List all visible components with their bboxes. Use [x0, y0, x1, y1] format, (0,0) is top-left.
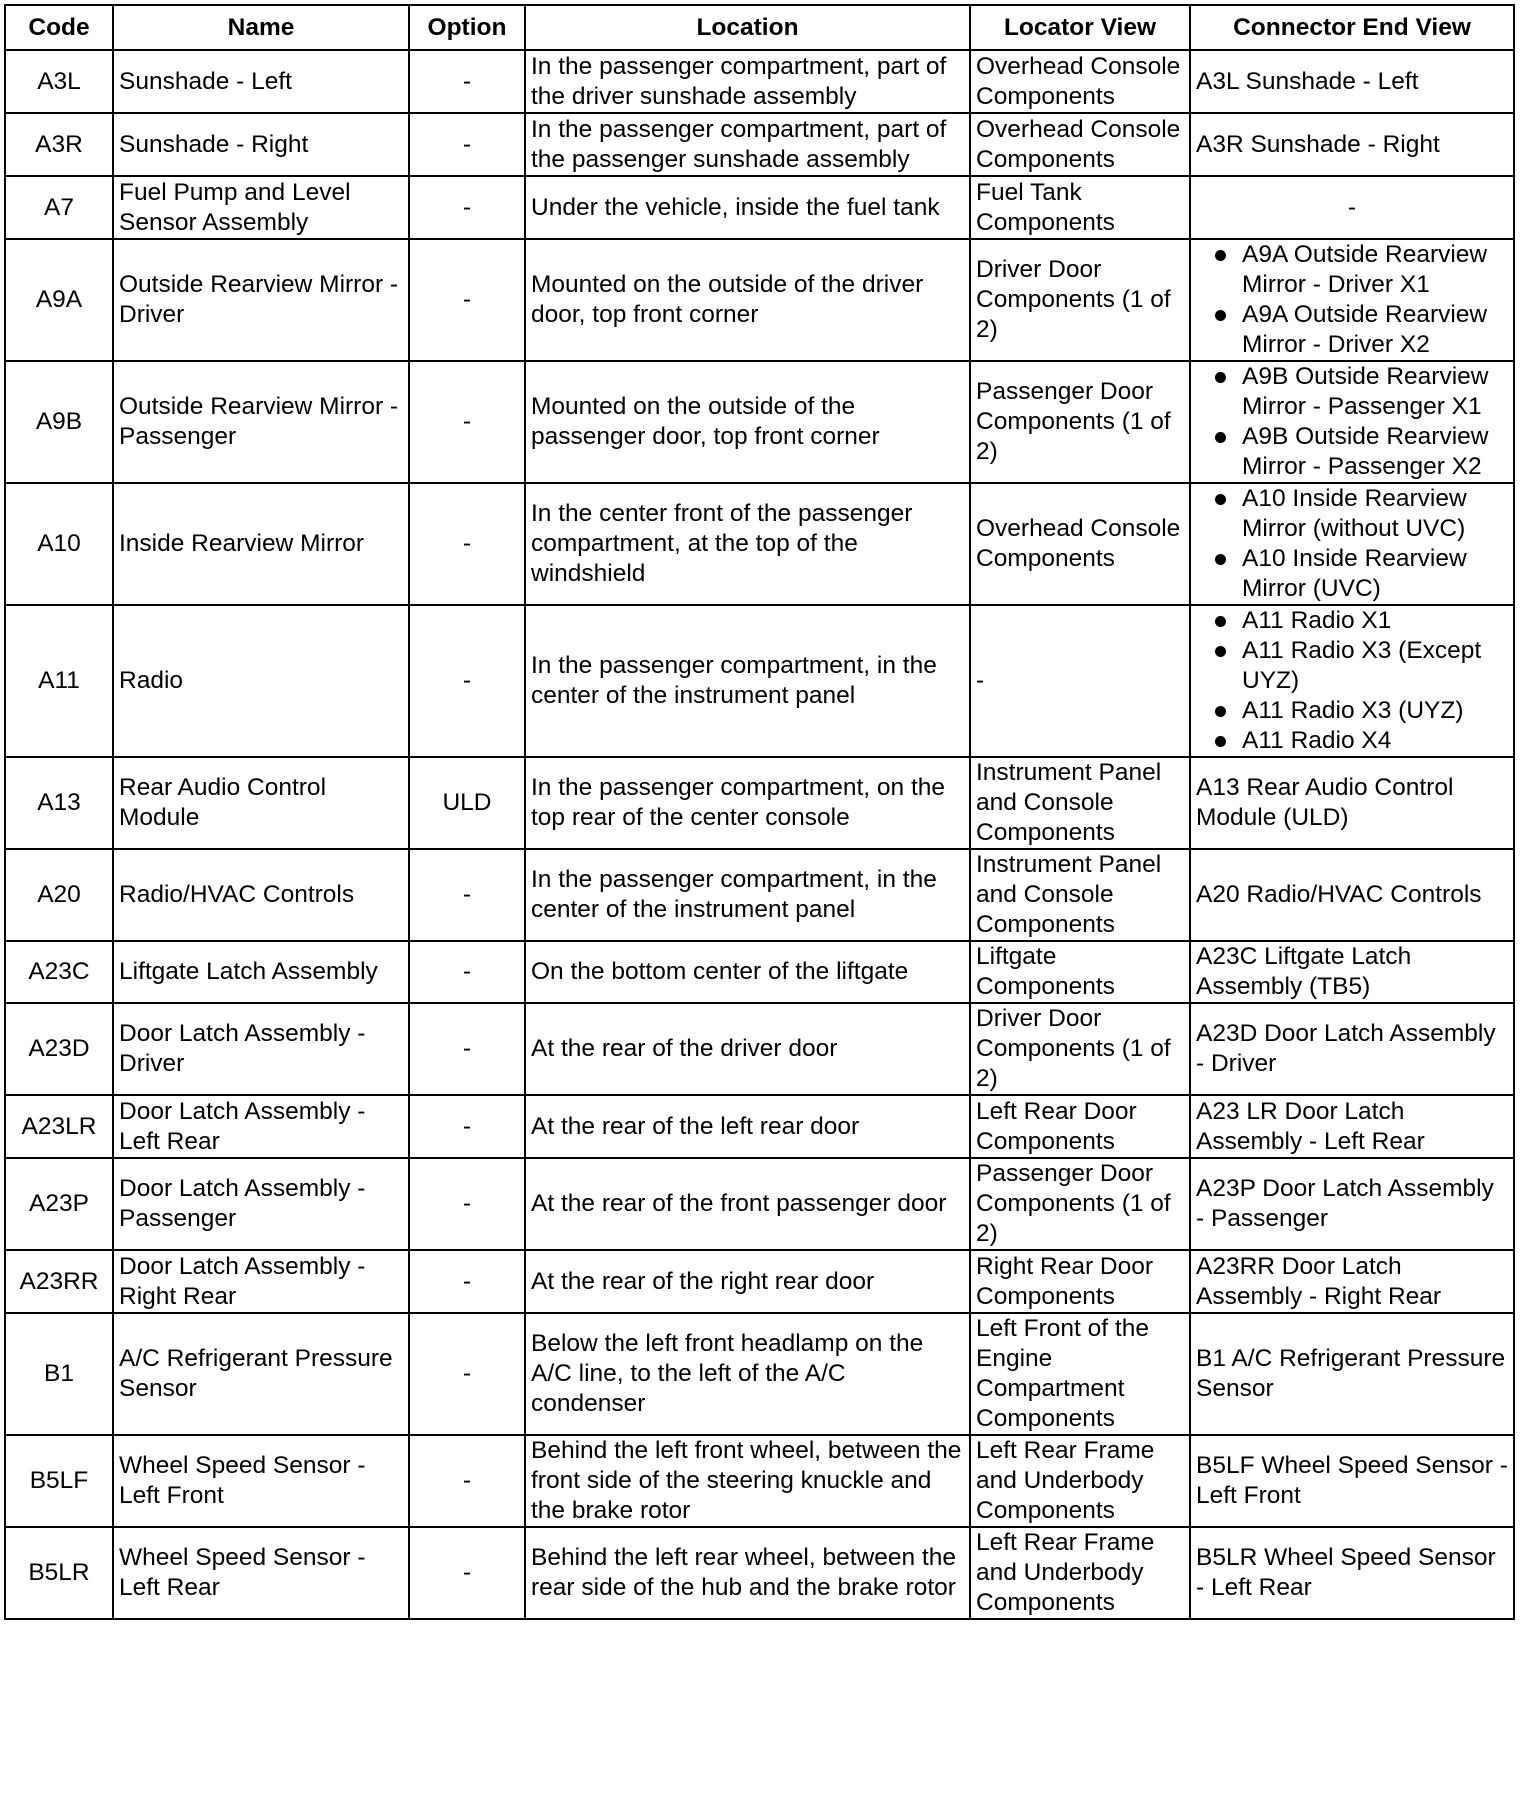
table-row — [5, 1527, 1514, 1619]
table-row — [5, 849, 1514, 941]
connector-label: A11 Radio X4 — [1242, 727, 1392, 754]
connector-end-view-cell: A23RR Door Latch Assembly - Right Rear — [1190, 1250, 1514, 1313]
bullet-icon — [1215, 736, 1226, 747]
bullet-icon — [1215, 706, 1226, 717]
connector-list-item — [1196, 422, 1508, 482]
location-cell: In the passenger compartment, part of the passenger sunshade assembly — [525, 113, 970, 176]
connector-list-item — [1196, 484, 1508, 544]
connector-end-view-cell: A23P Door Latch Assembly - Passenger — [1190, 1158, 1514, 1250]
header-locator-view: Locator View — [970, 5, 1190, 50]
code-cell: B1 — [5, 1313, 113, 1435]
location-cell: Mounted on the outside of the passenger door, top front corner — [525, 361, 970, 483]
bullet-icon — [1215, 310, 1226, 321]
code-cell: A23RR — [5, 1250, 113, 1313]
table-row — [5, 1435, 1514, 1527]
table-body — [5, 50, 1514, 1619]
option-cell: - — [409, 1158, 525, 1250]
connector-list-item — [1196, 636, 1508, 696]
connector-label: A11 Radio X3 (Except UYZ) — [1242, 637, 1482, 694]
connector-list-item — [1196, 606, 1508, 636]
connector-label: A9A Outside Rearview Mirror - Driver X2 — [1242, 301, 1488, 358]
connector-end-view-cell: B5LF Wheel Speed Sensor - Left Front — [1190, 1435, 1514, 1527]
header-code: Code — [5, 5, 113, 50]
name-cell: Inside Rearview Mirror — [113, 483, 409, 605]
option-cell: - — [409, 1250, 525, 1313]
name-cell: A/C Refrigerant Pressure Sensor — [113, 1313, 409, 1435]
name-cell: Door Latch Assembly - Passenger — [113, 1158, 409, 1250]
connector-end-view-cell: A23 LR Door Latch Assembly - Left Rear — [1190, 1095, 1514, 1158]
connector-label: A9B Outside Rearview Mirror - Passenger X1 — [1242, 363, 1489, 420]
connector-label: A11 Radio X3 (UYZ) — [1242, 697, 1464, 724]
location-cell: At the rear of the front passenger door — [525, 1158, 970, 1250]
option-cell: - — [409, 50, 525, 113]
location-cell: In the center front of the passenger compartment, at the top of the windshield — [525, 483, 970, 605]
connector-list-item — [1196, 300, 1508, 360]
bullet-icon — [1215, 554, 1226, 565]
code-cell: A13 — [5, 757, 113, 849]
table-row — [5, 361, 1514, 483]
option-cell: - — [409, 361, 525, 483]
code-cell: B5LR — [5, 1527, 113, 1619]
connector-end-view-cell: A23C Liftgate Latch Assembly (TB5) — [1190, 941, 1514, 1003]
location-cell: In the passenger compartment, on the top rear of the center console — [525, 757, 970, 849]
code-cell: A23LR — [5, 1095, 113, 1158]
connector-end-view-cell — [1190, 605, 1514, 757]
bullet-icon — [1215, 494, 1226, 505]
name-cell: Outside Rearview Mirror - Passenger — [113, 361, 409, 483]
locator-view-cell: Overhead Console Components — [970, 113, 1190, 176]
location-cell: In the passenger compartment, in the center of the instrument panel — [525, 605, 970, 757]
header-option: Option — [409, 5, 525, 50]
table-row — [5, 1003, 1514, 1095]
connector-list-item — [1196, 544, 1508, 604]
connector-list — [1196, 362, 1508, 482]
table-row — [5, 605, 1514, 757]
location-cell: Under the vehicle, inside the fuel tank — [525, 176, 970, 239]
connector-end-view-cell — [1190, 239, 1514, 361]
connector-list — [1196, 606, 1508, 756]
code-cell: B5LF — [5, 1435, 113, 1527]
header-row — [5, 5, 1514, 50]
bullet-icon — [1215, 250, 1226, 261]
code-cell: A10 — [5, 483, 113, 605]
component-locator-table — [4, 4, 1515, 1620]
name-cell: Liftgate Latch Assembly — [113, 941, 409, 1003]
code-cell: A9A — [5, 239, 113, 361]
connector-list — [1196, 240, 1508, 360]
connector-label: A9B Outside Rearview Mirror - Passenger X2 — [1242, 423, 1489, 480]
table-row — [5, 1158, 1514, 1250]
header-name: Name — [113, 5, 409, 50]
location-cell: Mounted on the outside of the driver door, top front corner — [525, 239, 970, 361]
bullet-icon — [1215, 372, 1226, 383]
name-cell: Sunshade - Right — [113, 113, 409, 176]
locator-view-cell: Overhead Console Components — [970, 483, 1190, 605]
locator-view-cell: Driver Door Components (1 of 2) — [970, 239, 1190, 361]
connector-end-view-cell: A3L Sunshade - Left — [1190, 50, 1514, 113]
name-cell: Sunshade - Left — [113, 50, 409, 113]
name-cell: Door Latch Assembly - Right Rear — [113, 1250, 409, 1313]
table-row — [5, 757, 1514, 849]
name-cell: Radio/HVAC Controls — [113, 849, 409, 941]
locator-view-cell: Left Rear Frame and Underbody Components — [970, 1435, 1190, 1527]
location-cell: Behind the left rear wheel, between the rear side of the hub and the brake rotor — [525, 1527, 970, 1619]
name-cell: Wheel Speed Sensor - Left Front — [113, 1435, 409, 1527]
connector-end-view-cell: A3R Sunshade - Right — [1190, 113, 1514, 176]
name-cell: Rear Audio Control Module — [113, 757, 409, 849]
code-cell: A3L — [5, 50, 113, 113]
component-locator-table-wrapper — [4, 4, 1515, 1620]
locator-view-cell: Liftgate Components — [970, 941, 1190, 1003]
locator-view-cell: Passenger Door Components (1 of 2) — [970, 1158, 1190, 1250]
connector-label: A11 Radio X1 — [1242, 607, 1392, 634]
option-cell: - — [409, 941, 525, 1003]
locator-view-cell: Fuel Tank Components — [970, 176, 1190, 239]
locator-view-cell: Left Rear Door Components — [970, 1095, 1190, 1158]
code-cell: A7 — [5, 176, 113, 239]
code-cell: A23C — [5, 941, 113, 1003]
table-row — [5, 483, 1514, 605]
option-cell: ULD — [409, 757, 525, 849]
option-cell: - — [409, 849, 525, 941]
table-row — [5, 1250, 1514, 1313]
connector-end-view-cell — [1190, 483, 1514, 605]
connector-end-view-cell: A20 Radio/HVAC Controls — [1190, 849, 1514, 941]
code-cell: A20 — [5, 849, 113, 941]
locator-view-cell: Left Front of the Engine Compartment Components — [970, 1313, 1190, 1435]
connector-list-item — [1196, 696, 1508, 726]
connector-list-item — [1196, 240, 1508, 300]
table-row — [5, 176, 1514, 239]
option-cell: - — [409, 1003, 525, 1095]
connector-list — [1196, 484, 1508, 604]
code-cell: A23P — [5, 1158, 113, 1250]
connector-end-view-cell: B5LR Wheel Speed Sensor - Left Rear — [1190, 1527, 1514, 1619]
location-cell: Behind the left front wheel, between the front side of the steering knuckle and the brake rotor — [525, 1435, 970, 1527]
locator-view-cell: Right Rear Door Components — [970, 1250, 1190, 1313]
name-cell: Outside Rearview Mirror - Driver — [113, 239, 409, 361]
table-row — [5, 113, 1514, 176]
locator-view-cell: Instrument Panel and Console Components — [970, 757, 1190, 849]
locator-view-cell: Left Rear Frame and Underbody Components — [970, 1527, 1190, 1619]
table-row — [5, 239, 1514, 361]
option-cell: - — [409, 1095, 525, 1158]
code-cell: A11 — [5, 605, 113, 757]
connector-list-item — [1196, 726, 1508, 756]
location-cell: At the rear of the driver door — [525, 1003, 970, 1095]
name-cell: Door Latch Assembly - Left Rear — [113, 1095, 409, 1158]
connector-list-item — [1196, 362, 1508, 422]
locator-view-cell: Overhead Console Components — [970, 50, 1190, 113]
table-row — [5, 50, 1514, 113]
header-location: Location — [525, 5, 970, 50]
bullet-icon — [1215, 616, 1226, 627]
location-cell: On the bottom center of the liftgate — [525, 941, 970, 1003]
name-cell: Radio — [113, 605, 409, 757]
name-cell: Door Latch Assembly - Driver — [113, 1003, 409, 1095]
code-cell: A9B — [5, 361, 113, 483]
connector-label: A10 Inside Rearview Mirror (without UVC) — [1242, 485, 1467, 542]
location-cell: In the passenger compartment, in the center of the instrument panel — [525, 849, 970, 941]
name-cell: Wheel Speed Sensor - Left Rear — [113, 1527, 409, 1619]
table-row — [5, 941, 1514, 1003]
connector-label: A10 Inside Rearview Mirror (UVC) — [1242, 545, 1467, 602]
option-cell: - — [409, 605, 525, 757]
option-cell: - — [409, 176, 525, 239]
bullet-icon — [1215, 646, 1226, 657]
connector-end-view-cell: B1 A/C Refrigerant Pressure Sensor — [1190, 1313, 1514, 1435]
location-cell: At the rear of the left rear door — [525, 1095, 970, 1158]
option-cell: - — [409, 483, 525, 605]
code-cell: A3R — [5, 113, 113, 176]
code-cell: A23D — [5, 1003, 113, 1095]
locator-view-cell: Driver Door Components (1 of 2) — [970, 1003, 1190, 1095]
location-cell: In the passenger compartment, part of the driver sunshade assembly — [525, 50, 970, 113]
bullet-icon — [1215, 432, 1226, 443]
option-cell: - — [409, 1313, 525, 1435]
option-cell: - — [409, 113, 525, 176]
connector-label: A9A Outside Rearview Mirror - Driver X1 — [1242, 241, 1488, 298]
locator-view-cell: Instrument Panel and Console Components — [970, 849, 1190, 941]
locator-view-cell: Passenger Door Components (1 of 2) — [970, 361, 1190, 483]
table-row — [5, 1313, 1514, 1435]
table-row — [5, 1095, 1514, 1158]
option-cell: - — [409, 239, 525, 361]
connector-end-view-cell: A23D Door Latch Assembly - Driver — [1190, 1003, 1514, 1095]
connector-end-view-cell: - — [1190, 176, 1514, 239]
option-cell: - — [409, 1527, 525, 1619]
location-cell: Below the left front headlamp on the A/C line, to the left of the A/C condenser — [525, 1313, 970, 1435]
option-cell: - — [409, 1435, 525, 1527]
connector-end-view-cell — [1190, 361, 1514, 483]
connector-end-view-cell: A13 Rear Audio Control Module (ULD) — [1190, 757, 1514, 849]
name-cell: Fuel Pump and Level Sensor Assembly — [113, 176, 409, 239]
locator-view-cell: - — [970, 605, 1190, 757]
header-connector-end-view: Connector End View — [1190, 5, 1514, 50]
location-cell: At the rear of the right rear door — [525, 1250, 970, 1313]
